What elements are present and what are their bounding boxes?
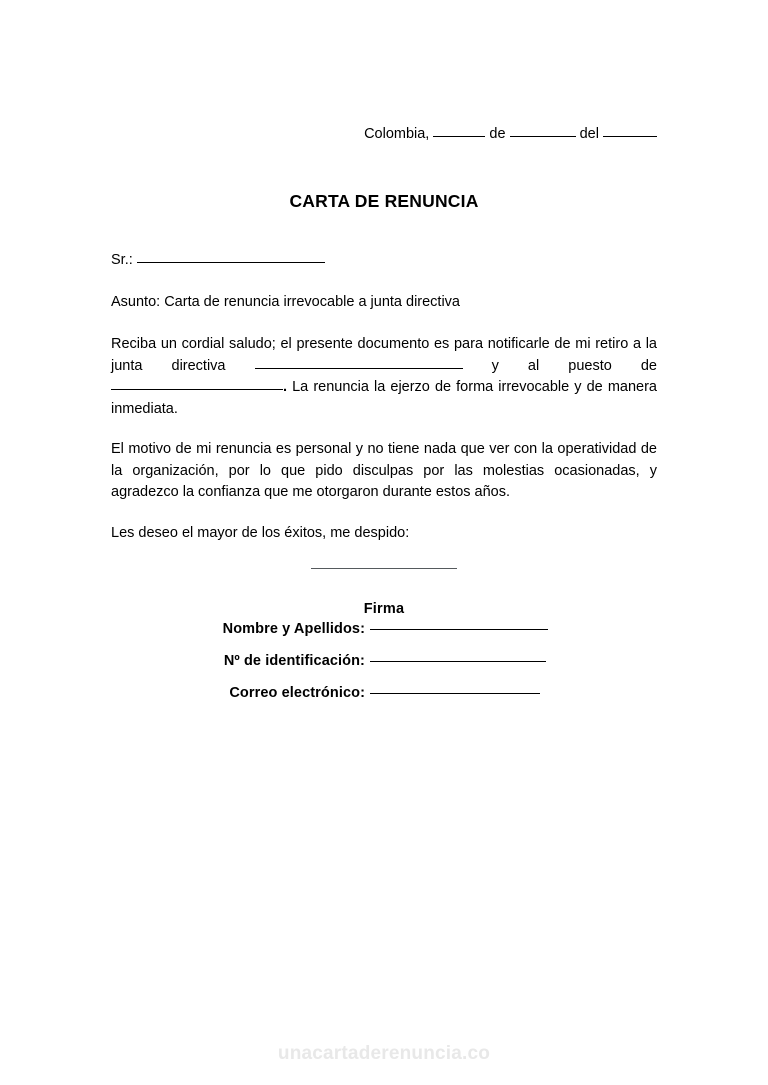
date-country-label: Colombia, [364, 126, 430, 142]
signature-rule[interactable] [311, 568, 457, 569]
date-connector-del: del [579, 126, 599, 142]
field-label-nombre: Nombre y Apellidos: [222, 621, 365, 637]
signature-area [111, 560, 657, 617]
paragraph-1-part-a: Reciba un cordial saludo; el presente documento es para notificarle de mi retiro a la junta directiva [111, 336, 657, 374]
recipient-name-blank[interactable] [137, 262, 325, 263]
field-row-nombre [111, 621, 657, 637]
date-year-blank[interactable] [603, 136, 657, 137]
field-label-correo: Correo electrónico: [229, 685, 365, 701]
paragraph-2: El motivo de mi renuncia es personal y no tiene nada que ver con la operatividad de la organización, por lo que pido disculpas por las molestias ocasionadas, y agradezco la confianza que me otorgaron durante estos años. [111, 441, 657, 500]
field-blank-identificacion[interactable] [370, 661, 546, 662]
paragraph-1-part-b: y al puesto de [491, 357, 657, 374]
field-blank-nombre[interactable] [370, 629, 548, 630]
position-name-blank[interactable] [111, 389, 283, 390]
subject-line: Asunto: Carta de renuncia irrevocable a junta directiva [111, 294, 460, 310]
document-body [111, 250, 657, 544]
paragraph-1 [111, 334, 657, 420]
date-connector-de: de [489, 126, 506, 142]
signature-caption: Firma [363, 601, 405, 617]
field-row-correo [111, 685, 657, 701]
page-title: CARTA DE RENUNCIA [289, 191, 479, 211]
paragraph-3: Les deseo el mayor de los éxitos, me despido: [111, 524, 410, 541]
site-watermark: unacartaderenuncia.co [277, 1043, 491, 1064]
field-row-identificacion [111, 653, 657, 669]
paragraph-1-part-c: La renuncia la ejerzo de forma irrevocable y de manera inmediata. [111, 379, 657, 417]
date-day-blank[interactable] [433, 136, 485, 137]
signatory-fields [111, 621, 657, 701]
paragraph-1-punct: . [283, 379, 288, 395]
date-month-blank[interactable] [510, 136, 576, 137]
field-label-identificacion: Nº de identificación: [223, 653, 365, 669]
board-name-blank[interactable] [255, 368, 463, 369]
field-blank-correo[interactable] [370, 693, 540, 694]
recipient-label: Sr.: [111, 252, 133, 268]
recipient-line [111, 250, 657, 270]
date-line [111, 124, 657, 144]
